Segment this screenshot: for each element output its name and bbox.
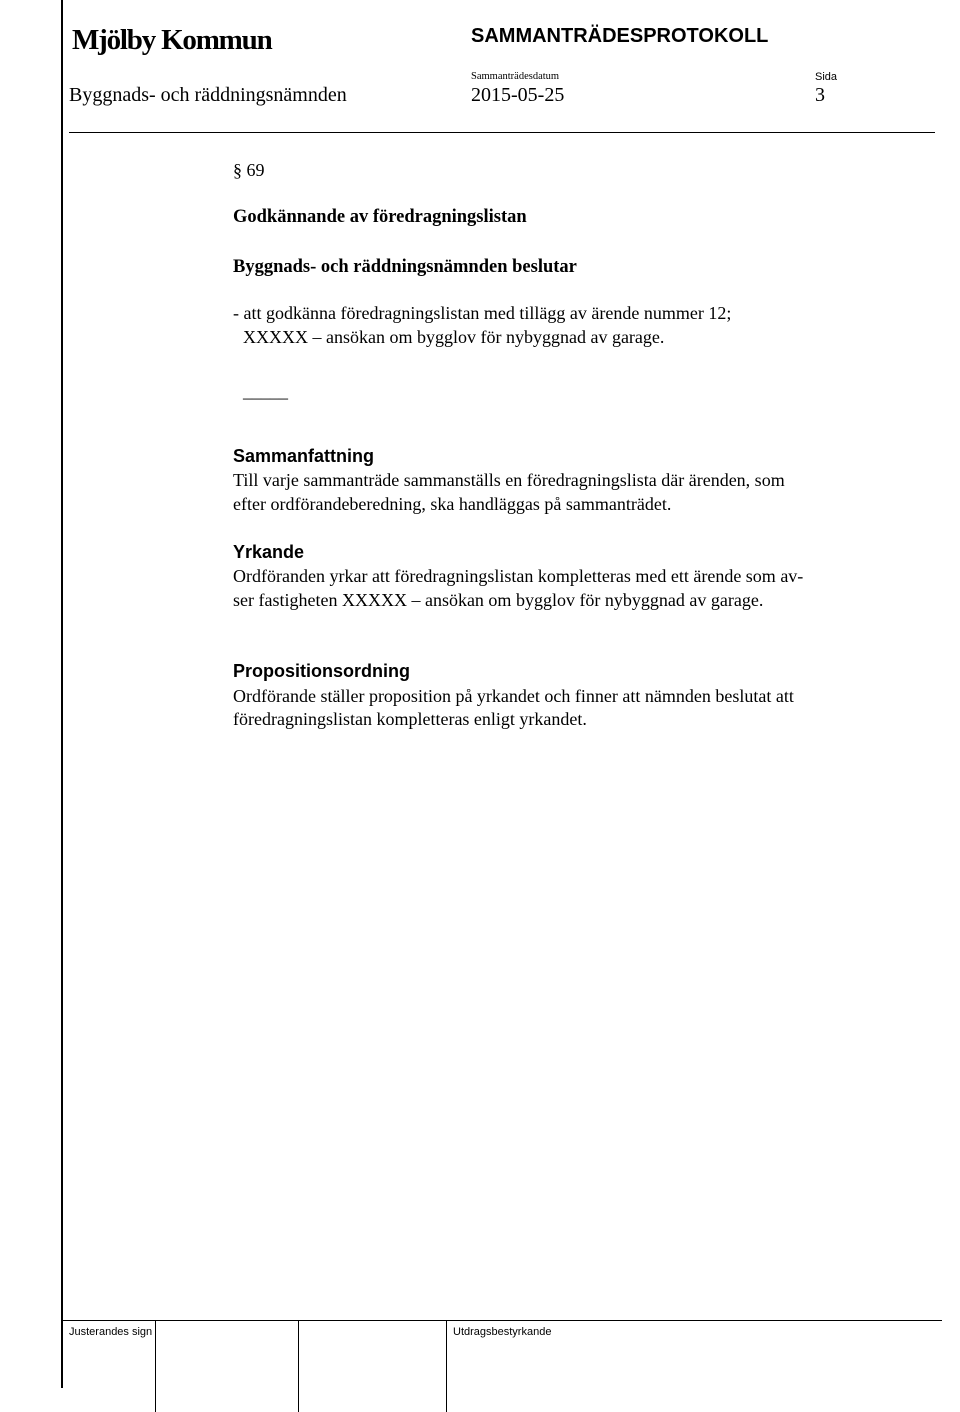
left-margin-line (61, 0, 63, 1388)
section-title: Godkännande av föredragningslistan (233, 207, 527, 227)
summary-heading: Sammanfattning (233, 446, 375, 466)
motion-line-1: Ordföranden yrkar att föredragningslistan kompletteras med ett ärende som av- (233, 566, 804, 586)
proposition-line-1: Ordförande ställer proposition på yrkandet och finner att nämnden beslutat att (233, 686, 794, 706)
decision-heading: Byggnads- och räddningsnämnden beslutar (233, 257, 577, 277)
decision-line-1: - att godkänna föredragningslistan med tillägg av ärende nummer 12; (233, 303, 732, 323)
footer-divider (62, 1320, 942, 1321)
motion-line-2: ser fastigheten XXXXX – ansökan om bygglov för nybyggnad av garage. (233, 590, 764, 610)
paragraph-number: § 69 (233, 160, 265, 180)
extract-label: Utdragsbestyrkande (453, 1326, 552, 1338)
page-label: Sida (815, 71, 838, 83)
footer-box-line-1 (155, 1321, 156, 1412)
summary-line-2: efter ordförandeberedning, ska handläggas på sammanträdet. (233, 494, 672, 514)
date-label: Sammanträdesdatum (471, 71, 560, 82)
decision-line-2: XXXXX – ansökan om bygglov för nybyggnad av garage. (243, 327, 665, 347)
committee-name: Byggnads- och räddningsnämnden (69, 84, 347, 106)
signature-label: Justerandes sign (69, 1326, 153, 1338)
header-divider (69, 132, 935, 133)
proposition-heading: Propositionsordning (233, 661, 410, 681)
footer-box-line-2 (298, 1321, 299, 1412)
document-type: SAMMANTRÄDESPROTOKOLL (471, 25, 769, 47)
meeting-date: 2015-05-25 (471, 84, 565, 106)
page-number: 3 (815, 84, 825, 106)
organization-name: Mjölby Kommun (72, 24, 272, 56)
summary-line-1: Till varje sammanträde sammanställs en föredragningslista där ärenden, som (233, 470, 785, 490)
proposition-line-2: föredragningslistan kompletteras enligt yrkandet. (233, 709, 587, 729)
footer-box-line-3 (446, 1321, 447, 1412)
motion-heading: Yrkande (233, 542, 305, 562)
decision-separator: _____ (243, 381, 288, 401)
